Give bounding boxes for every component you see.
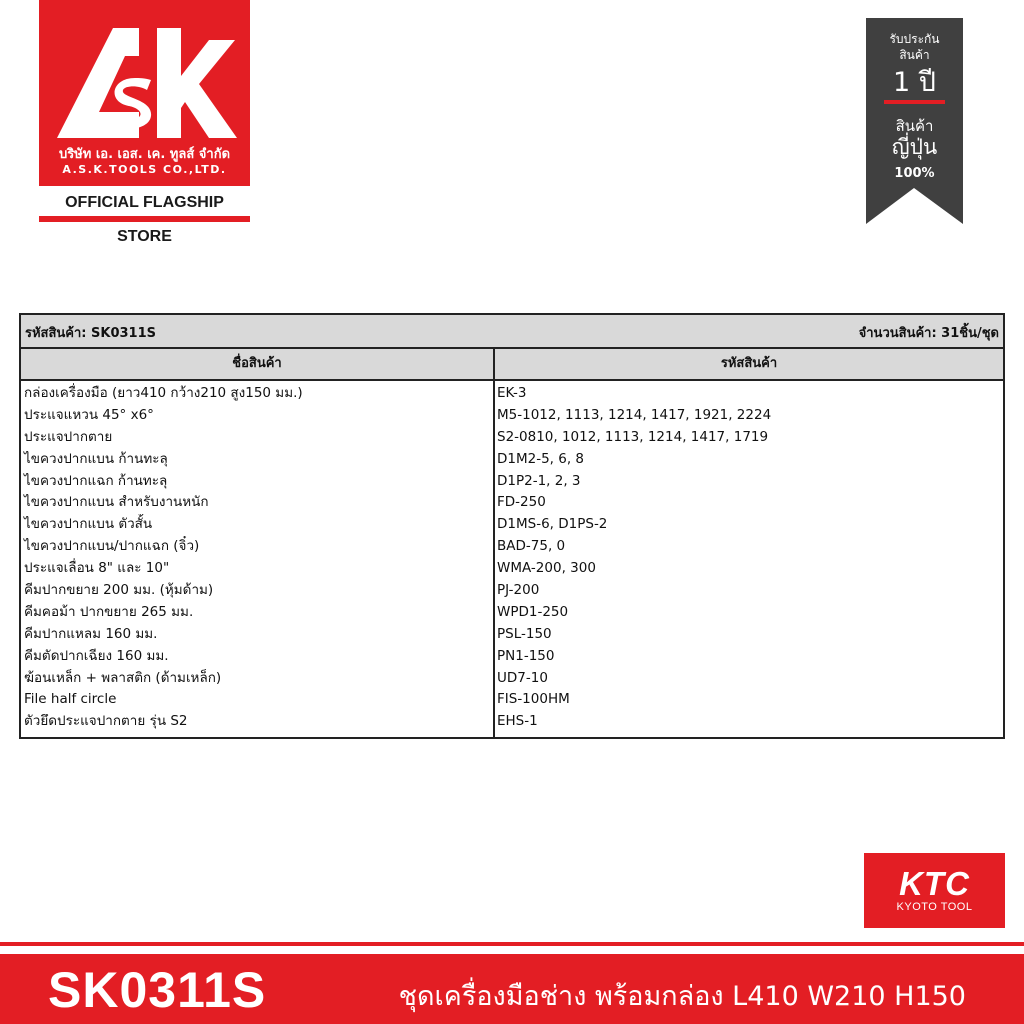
item-name-cell: ไขควงปากแบน ก้านทะลุ — [24, 450, 168, 467]
item-code-cell: PSL-150 — [497, 625, 552, 642]
warranty-line-1: รับประกัน — [889, 32, 940, 46]
banner-description: ชุดเครื่องมือช่าง พร้อมกล่อง L410 W210 H150 — [398, 981, 966, 1012]
item-code-cell: PJ-200 — [497, 582, 540, 599]
item-code-cell: M5-1012, 1113, 1214, 1417, 1921, 2224 — [497, 406, 772, 423]
item-code-cell: WPD1-250 — [497, 603, 569, 620]
company-name-english: A.S.K.TOOLS CO.,LTD. — [62, 163, 227, 176]
item-name-cell: File half circle — [24, 691, 117, 708]
item-code-cell: D1P2-1, 2, 3 — [497, 472, 581, 489]
banner-product-code: SK0311S — [48, 962, 267, 1018]
ask-logo — [39, 0, 250, 186]
item-name-cell: กล่องเครื่องมือ (ยาว410 กว้าง210 สูง150 มม.) — [24, 385, 303, 401]
item-code-cell: UD7-10 — [497, 669, 548, 686]
item-name-cell: ไขควงปากแบน/ปากแฉก (จิ๋ว) — [24, 538, 200, 555]
origin-percent: 100% — [894, 166, 935, 181]
ktc-logo — [864, 853, 1005, 928]
item-code-cell: WMA-200, 300 — [497, 560, 596, 577]
item-name-cell: ประแจปากตาย — [24, 428, 113, 445]
parts-table — [19, 313, 1005, 739]
flagship-store-label: OFFICIAL FLAGSHIP STORE — [39, 186, 250, 222]
warranty-period: 1 ปี — [893, 67, 936, 98]
item-name-cell: ไขควงปากแบน ตัวสั้น — [24, 516, 153, 533]
item-code-cell: FIS-100HM — [497, 691, 570, 708]
product-code-label: รหัสสินค้า: SK0311S — [25, 326, 157, 341]
item-code-cell: D1M2-5, 6, 8 — [497, 450, 585, 467]
item-name-cell: คีมปากแหลม 160 มม. — [24, 625, 158, 642]
item-code-cell: S2-0810, 1012, 1113, 1214, 1417, 1719 — [497, 428, 769, 445]
item-name-cell: ฆ้อนเหล็ก + พลาสติก (ด้ามเหล็ก) — [24, 669, 222, 686]
warranty-ribbon — [866, 18, 963, 224]
name-column — [21, 381, 495, 737]
code-column — [495, 381, 1003, 737]
quantity-label: จำนวนสินค้า: 31ชิ้น/ชุด — [858, 326, 999, 341]
table-title-row — [21, 315, 1003, 349]
item-name-cell: คีมคอม้า ปากขยาย 265 มม. — [24, 603, 194, 620]
item-name-cell: ประแจแหวน 45° x6° — [24, 406, 154, 423]
header-item-code: รหัสสินค้า — [720, 356, 778, 371]
table-header-row — [21, 349, 1003, 381]
bottom-banner — [0, 954, 1024, 1024]
item-name-cell: ประแจเลื่อน 8" และ 10" — [24, 560, 170, 577]
item-code-cell: D1MS-6, D1PS-2 — [497, 516, 608, 533]
item-code-cell: EK-3 — [497, 385, 527, 401]
ktc-brand-name: KTC — [899, 865, 970, 902]
table-body — [21, 381, 1003, 737]
header-item-name: ชื่อสินค้า — [21, 349, 495, 379]
item-code-cell: BAD-75, 0 — [497, 538, 566, 555]
item-name-cell: คีมตัดปากเฉียง 160 มม. — [24, 647, 169, 664]
ribbon-divider — [884, 100, 945, 104]
item-code-cell: PN1-150 — [497, 647, 555, 664]
warranty-line-2: สินค้า — [899, 48, 930, 62]
company-name-thai: บริษัท เอ. เอส. เค. ทูลส์ จำกัด — [58, 147, 231, 162]
origin-label: สินค้า — [895, 117, 934, 135]
item-name-cell: ไขควงปากแบน สำหรับงานหนัก — [24, 494, 209, 511]
item-code-cell: FD-250 — [497, 494, 546, 511]
item-name-cell: คีมปากขยาย 200 มม. (หุ้มด้าม) — [24, 582, 214, 599]
item-name-cell: ไขควงปากแฉก ก้านทะลุ — [24, 472, 168, 489]
item-name-cell: ตัวยึดประแจปากตาย รุ่น S2 — [24, 713, 188, 730]
ktc-subtitle: KYOTO TOOL — [896, 901, 973, 913]
origin-country: ญี่ปุ่น — [891, 135, 938, 159]
item-code-cell: EHS-1 — [497, 713, 538, 730]
banner-divider — [0, 942, 1024, 946]
